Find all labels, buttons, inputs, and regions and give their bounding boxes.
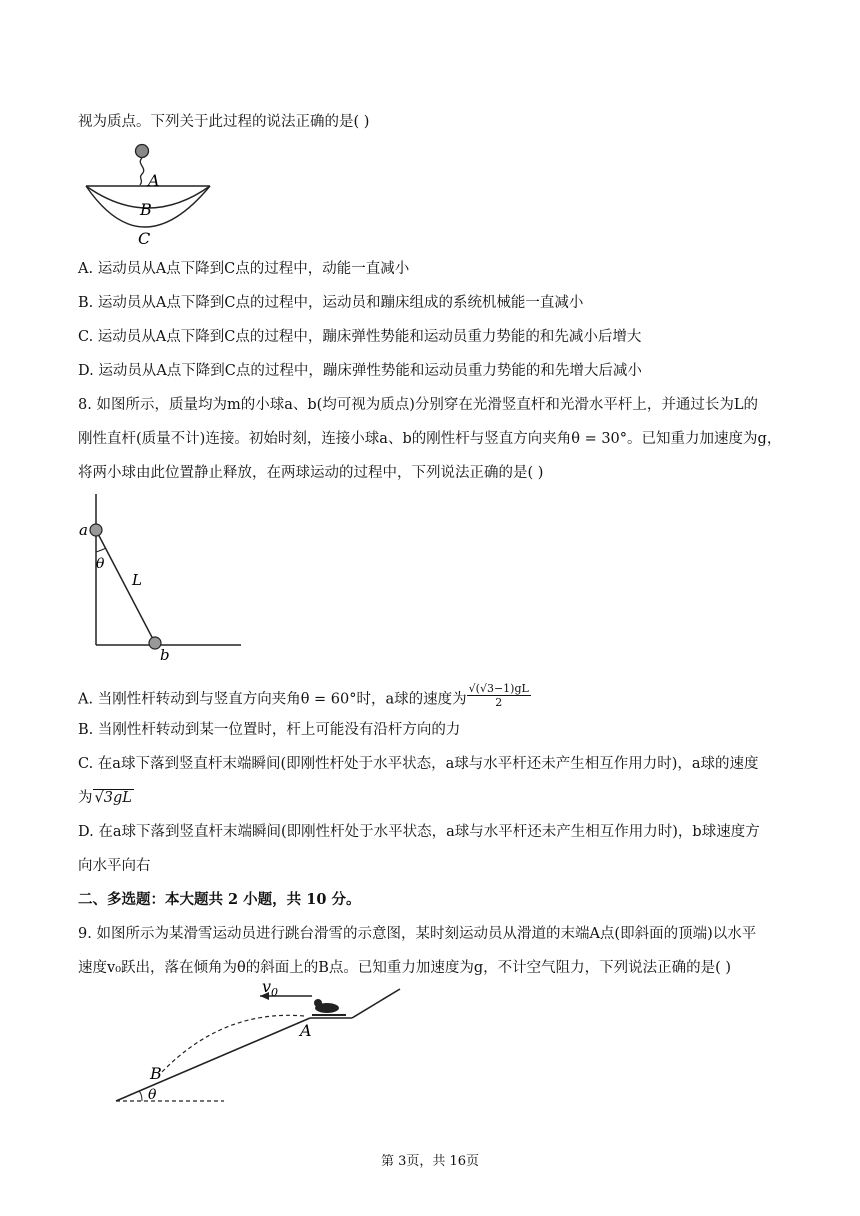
label-a: a [79,521,88,539]
q8-stem-line2: 刚性直杆(质量不计)连接。初始时刻，连接小球a、b的刚性杆与竖直方向夹角θ = 30°。已知重力加速度为g， [78,431,782,447]
page-footer: 第 3页，共 16页 [380,1154,480,1169]
q7-stem-tail: 视为质点。下列关于此过程的说法正确的是( ) [78,114,370,130]
label-b: B [150,1064,162,1083]
q8-stem-line3: 将两小球由此位置静止释放，在两球运动的过程中，下列说法正确的是( ) [78,465,544,481]
q7-option-c: C. 运动员从A点下降到C点的过程中，蹦床弹性势能和运动员重力势能的和先减小后增大 [78,329,642,345]
q9-stem-line2: 速度v₀跃出，落在倾角为θ的斜面上的B点。已知重力加速度为g，不计空气阻力，下列说法正确的是( ) [78,960,732,976]
velocity-fraction [467,682,531,709]
label-a: A [148,171,160,190]
athlete-head [136,145,149,158]
q7-option-d: D. 运动员从A点下降到C点的过程中，蹦床弹性势能和运动员重力势能的和先增大后减小 [78,363,642,379]
section-title: 二、多选题：本大题共 2 小题，共 10 分。 [78,891,361,908]
q8-option-b: B. 当刚性杆转动到某一位置时，杆上可能没有沿杆方向的力 [78,722,461,738]
q7-option-a: A. 运动员从A点下降到C点的过程中，动能一直减小 [78,261,410,277]
fraction-numerator: √(√3−1)gL [468,682,529,695]
q8-option-c-prefix: 为 [78,790,93,806]
q8-option-a [78,682,790,713]
q8-option-c-line1: C. 在a球下落到竖直杆末端瞬间(即刚性杆处于水平状态，a球与水平杆还未产生相互作用力时)，a球的速度 [78,756,759,772]
label-b: B [140,200,152,219]
label-b: b [160,646,170,664]
theta-arc [139,1091,142,1101]
theta-arc [96,548,106,552]
ski-jump-figure [112,977,412,1108]
label-c: C [138,229,151,248]
label-theta: θ [148,1087,157,1103]
q8-option-c-line2 [78,788,790,808]
q9-stem-line1: 9. 如图所示为某滑雪运动员进行跳台滑雪的示意图，某时刻运动员从滑道的末端A点(即斜面的顶端)以水平 [78,926,757,942]
label-v0: $v_0$ [262,977,279,999]
trampoline-figure [84,140,224,250]
q8-option-c-value: √3gL [94,790,132,806]
slope-line [116,1018,310,1101]
fraction-denominator: 2 [495,696,503,709]
label-L: L [132,571,142,589]
rod-figure [76,490,246,665]
q8-stem-line1: 8. 如图所示，质量均为m的小球a、b(均可视为质点)分别穿在光滑竖直杆和光滑水平杆上，并通过长为L的 [78,397,759,413]
athlete-body [140,158,144,185]
skier-icon [312,999,346,1016]
q8-option-d-line1: D. 在a球下落到竖直杆末端瞬间(即刚性杆处于水平状态，a球与水平杆还未产生相互作用力时)，b球速度方 [78,824,760,840]
q8-option-a-text: A. 当刚性杆转动到与竖直方向夹角θ = 60°时，a球的速度为 [78,691,467,708]
ball-a [90,524,102,536]
rigid-link [96,530,155,643]
q8-option-d-line2: 向水平向右 [78,858,151,874]
label-a: A [300,1021,312,1040]
label-theta: θ [96,556,105,572]
trajectory-dashed [160,1015,304,1074]
q7-option-b: B. 运动员从A点下降到C点的过程中，运动员和蹦床组成的系统机械能一直减小 [78,295,584,311]
ramp-incline [352,989,400,1018]
